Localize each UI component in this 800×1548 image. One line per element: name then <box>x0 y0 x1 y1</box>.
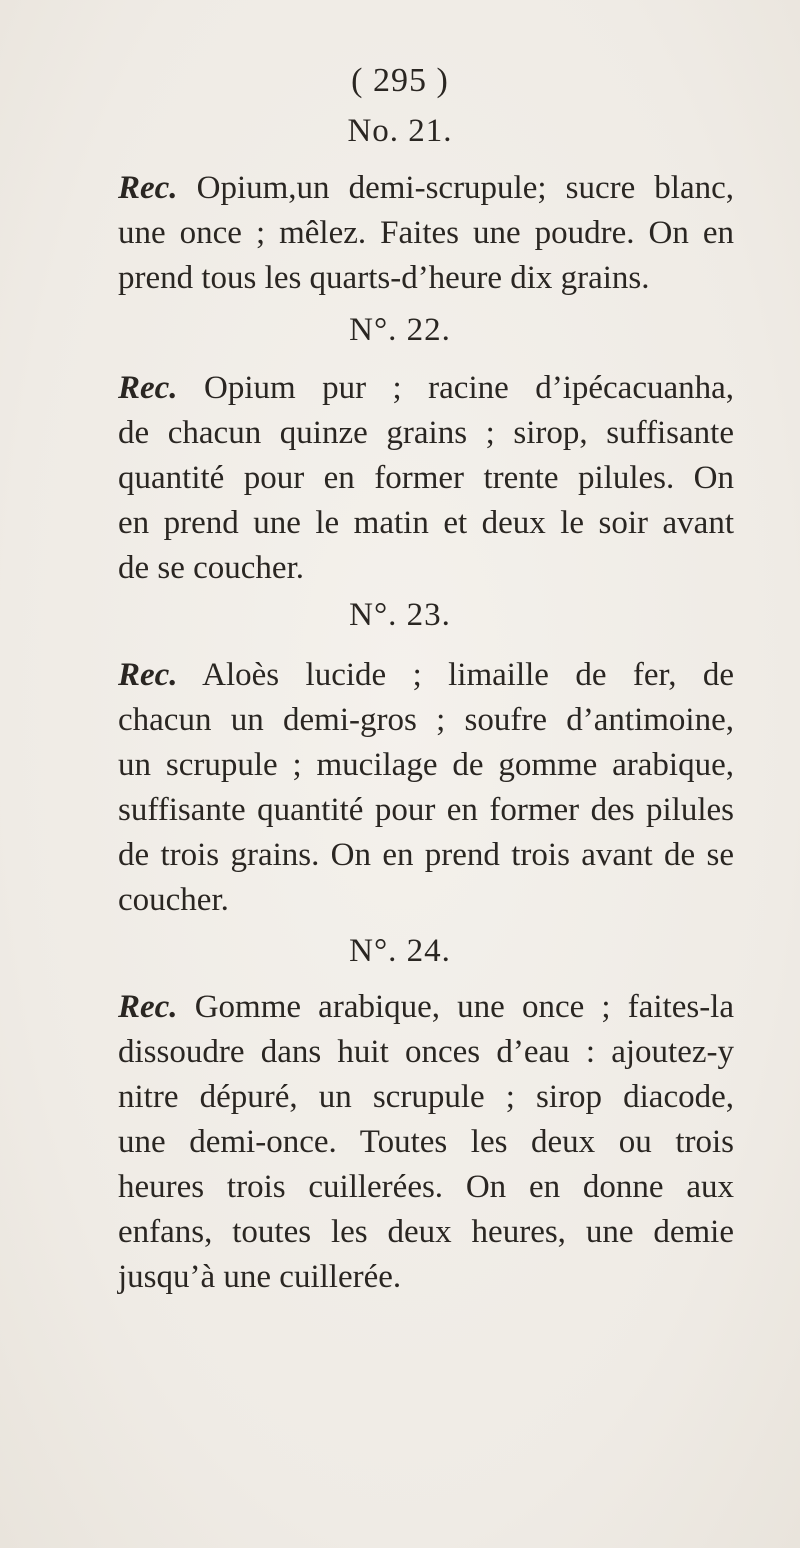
text-line: enfans, toutes les deux heures, une demie <box>118 1214 734 1250</box>
text-fragment: Opium pur ; racine d’ipécacuanha, <box>204 370 735 406</box>
text-line: de trois grains. On en prend trois avant de se <box>118 837 734 873</box>
text-line: de chacun quinze grains ; sirop, suffisante <box>118 415 734 451</box>
recipe-text <box>118 366 734 591</box>
rec-label: Rec. <box>118 170 178 206</box>
text-line: de se coucher. <box>118 550 304 586</box>
text-line: chacun un demi-gros ; soufre d’antimoine, <box>118 702 734 738</box>
text-line: heures trois cuillerées. On en donne aux <box>118 1169 734 1205</box>
rec-label: Rec. <box>118 370 178 406</box>
rec-label: Rec. <box>118 989 178 1025</box>
text-line <box>118 366 734 411</box>
recipe-number: No. 21. <box>347 113 453 149</box>
rec-label: Rec. <box>118 657 178 693</box>
text-line <box>118 166 734 211</box>
text-fragment: Opium,un demi-scrupule; sucre blanc, <box>196 170 734 206</box>
text-line: jusqu’à une cuillerée. <box>118 1259 402 1295</box>
text-line: coucher. <box>118 882 229 918</box>
text-line: prend tous les quarts-d’heure dix grains. <box>118 260 650 296</box>
recipe-number: N°. 24. <box>349 933 451 969</box>
text-line: nitre dépuré, un scrupule ; sirop diacode, <box>118 1079 734 1115</box>
text-line: suffisante quantité pour en former des pilules <box>118 792 734 828</box>
page-number: ( 295 ) <box>351 62 449 99</box>
text-line: en prend une le matin et deux le soir avant <box>118 505 734 541</box>
text-line <box>118 985 734 1030</box>
text-line: dissoudre dans huit onces d’eau : ajoutez-y <box>118 1034 734 1070</box>
text-line: quantité pour en former trente pilules. On <box>118 460 734 496</box>
recipe-text <box>118 985 734 1300</box>
recipe-text <box>118 166 734 301</box>
text-fragment: Aloès lucide ; limaille de fer, de <box>202 657 734 693</box>
recipe-number: N°. 23. <box>349 597 451 633</box>
text-line <box>118 653 734 698</box>
text-line: une once ; mêlez. Faites une poudre. On en <box>118 215 734 251</box>
recipe-text <box>118 653 734 923</box>
recipe-number: N°. 22. <box>349 312 451 348</box>
text-fragment: Gomme arabique, une once ; faites-la <box>194 989 735 1025</box>
text-line: un scrupule ; mucilage de gomme arabique, <box>118 747 734 783</box>
text-line: une demi-once. Toutes les deux ou trois <box>118 1124 734 1160</box>
